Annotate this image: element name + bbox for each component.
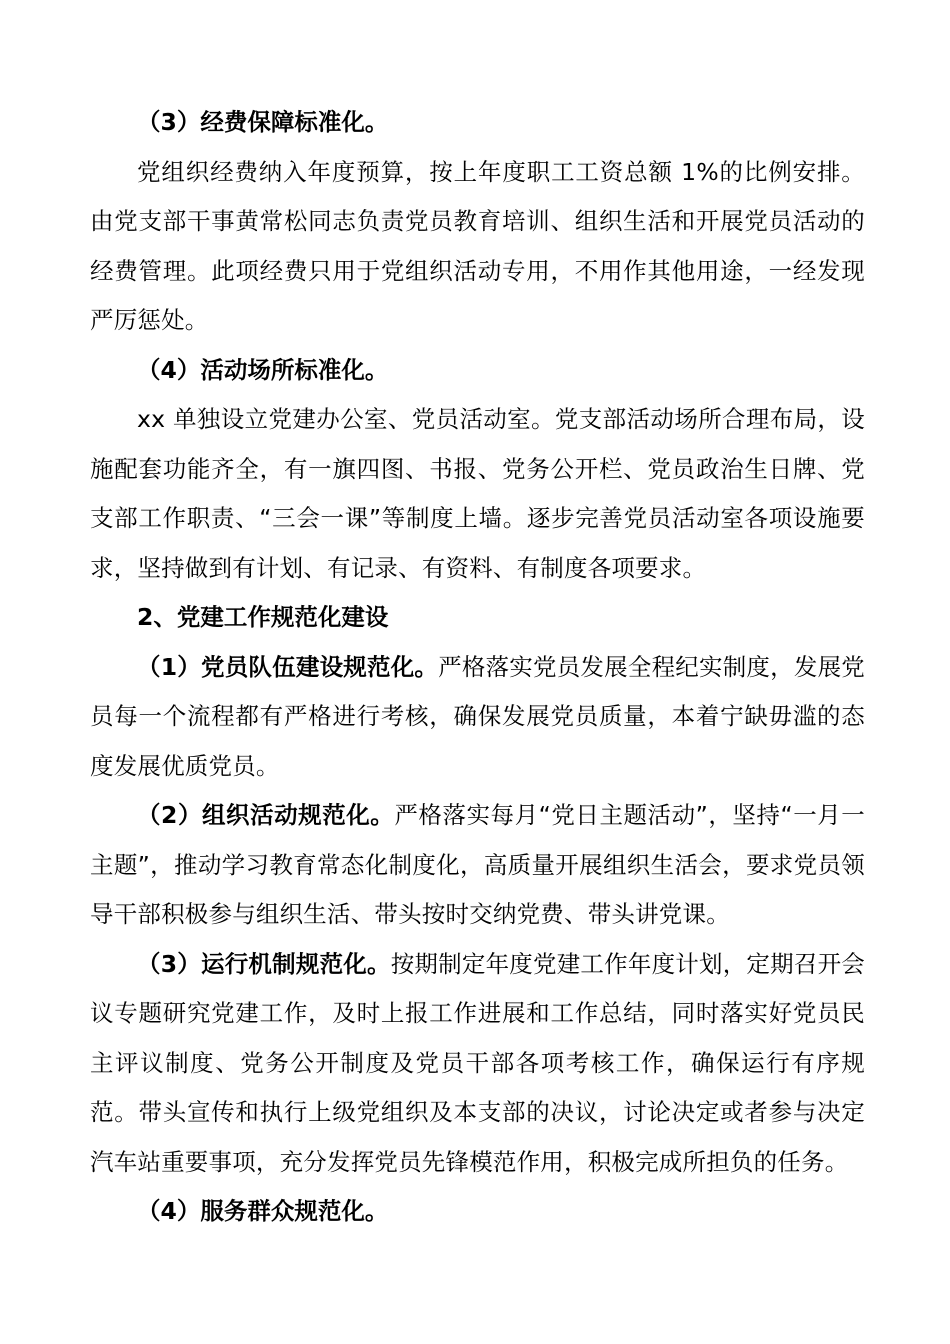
lead-mechanism: （3）运行机制规范化。 — [137, 949, 391, 978]
paragraph-funding: 党组织经费纳入年度预算，按上年度职工工资总额 1%的比例安排。由党支部干事黄常松同志负责党员教育培训、组织生活和开展党员活动的经费管理。此项经费只用于党组织活动专用，不用作其他用途，一经发现严厉惩处。 — [90, 157, 865, 334]
paragraph-venue: xx 单独设立党建办公室、党员活动室。党支部活动场所合理布局，设施配套功能齐全，有一旗四图、书报、党务公开栏、党员政治生日牌、党支部工作职责、“三会一课”等制度上墙。逐步完善党员活动室各项设施要求，坚持做到有计划、有记录、有资料、有制度各项要求。 — [90, 405, 865, 582]
document-page — [90, 98, 865, 1237]
heading-service-standardization: （4）服务群众规范化。 — [137, 1197, 389, 1225]
body-mechanism: 按期制定年度党建工作年度计划，定期召开会议专题研究党建工作，及时上报工作进展和工作总结，同时落实好党员民主评议制度、党务公开制度及党员干部各项考核工作，确保运行有序规范。带头宣传和执行上级党组织及本支部的决议，讨论决定或者参与决定汽车站重要事项，充分发挥党员先锋模范作用，积极完成所担负的任务。 — [90, 949, 865, 1176]
paragraph-team — [90, 643, 865, 792]
lead-team: （1）党员队伍建设规范化。 — [137, 652, 439, 681]
body-team: 严格落实党员发展全程纪实制度，发展党员每一个流程都有严格进行考核，确保发展党员质量，本着宁缺毋滥的态度发展优质党员。 — [90, 652, 865, 780]
lead-activity: （2）组织活动规范化。 — [137, 801, 395, 829]
paragraph-mechanism — [90, 940, 865, 1188]
heading-funding-standardization: （3）经费保障标准化。 — [137, 108, 389, 136]
heading-section-2: 2、党建工作规范化建设 — [137, 603, 389, 631]
paragraph-activity — [90, 791, 865, 940]
heading-venue-standardization: （4）活动场所标准化。 — [137, 355, 389, 384]
body-activity: 严格落实每月“党日主题活动”，坚持“一月一主题”，推动学习教育常态化制度化，高质量开展组织生活会，要求党员领导干部积极参与组织生活、带头按时交纳党费、带头讲党课。 — [90, 801, 865, 928]
